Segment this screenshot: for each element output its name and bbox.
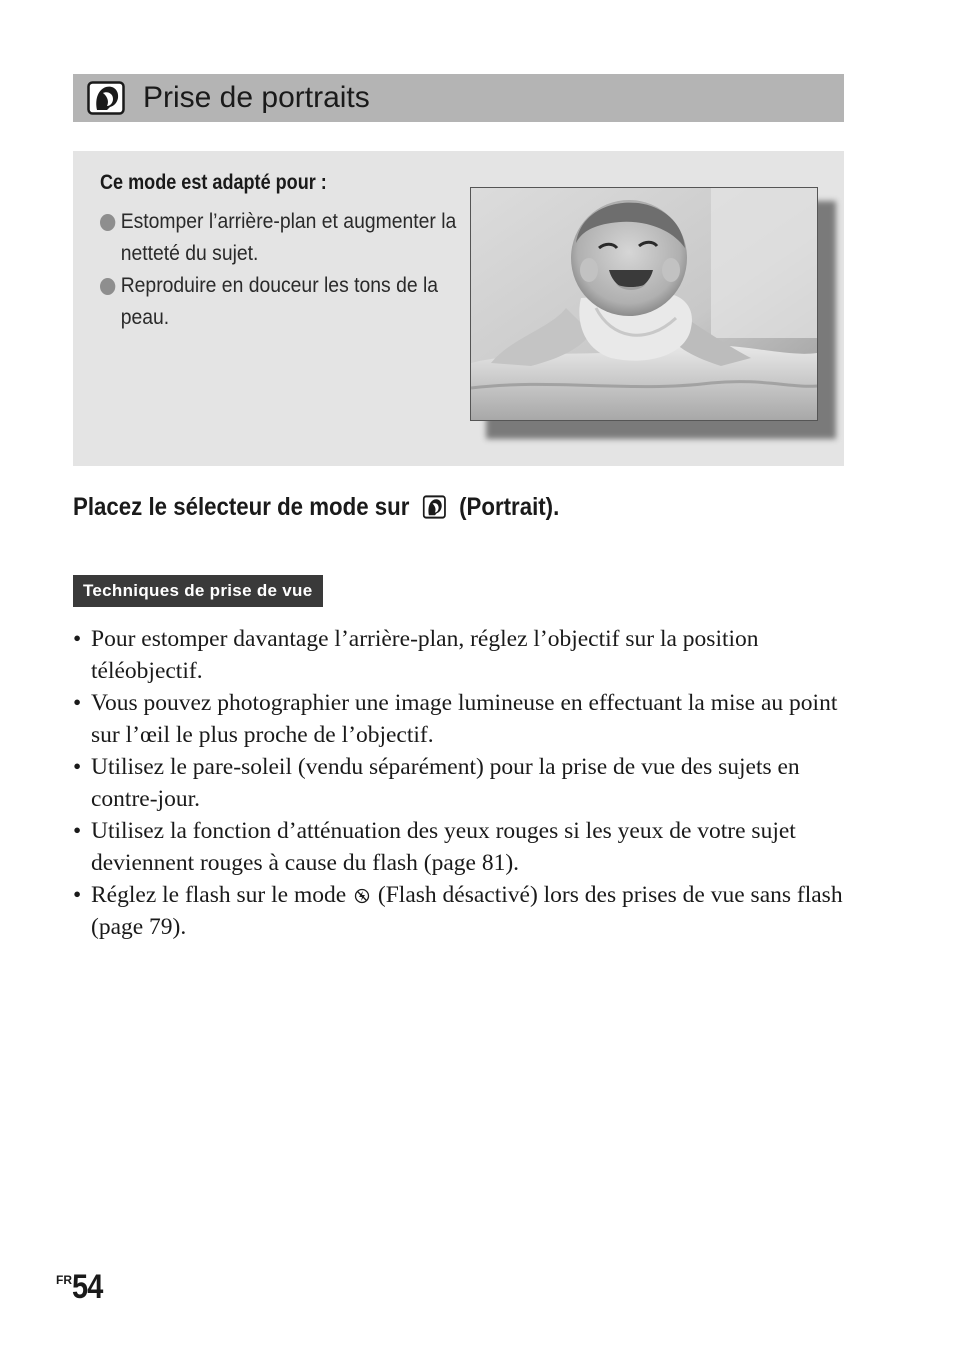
bullet-icon: • bbox=[73, 754, 82, 780]
instruction-line bbox=[73, 490, 559, 524]
page-number-value: 54 bbox=[72, 1268, 103, 1306]
info-list bbox=[100, 205, 500, 333]
tip-text-end: (Flash désactivé) lors des prises de vue sans flash (page 79). bbox=[91, 882, 843, 940]
instruction-text-end: (Portrait). bbox=[459, 493, 560, 521]
tip-item bbox=[73, 751, 853, 815]
smiling-baby-photo bbox=[470, 187, 818, 421]
info-heading: Ce mode est adapté pour : bbox=[100, 171, 327, 194]
tip-item bbox=[73, 815, 853, 879]
page-number bbox=[56, 1268, 108, 1307]
bullet-icon: • bbox=[73, 690, 82, 716]
tip-item bbox=[73, 623, 853, 687]
info-item bbox=[100, 205, 472, 269]
bullet-dot-icon bbox=[100, 278, 115, 295]
tip-text: Vous pouvez photographier une image lumineuse en effectuant la mise au point sur l’œil le plus proche de l’objectif. bbox=[91, 690, 838, 748]
info-item-text: Estomper l’arrière-plan et augmenter la netteté du sujet. bbox=[120, 209, 457, 265]
portrait-mode-icon bbox=[87, 81, 125, 115]
section-title: Prise de portraits bbox=[143, 81, 370, 114]
flash-off-icon bbox=[354, 888, 370, 904]
tip-text: Réglez le flash sur le mode bbox=[91, 882, 347, 908]
tip-item bbox=[73, 879, 853, 943]
instruction-text: Placez le sélecteur de mode sur bbox=[73, 493, 410, 521]
info-box bbox=[73, 151, 844, 466]
section-title-bar bbox=[73, 74, 844, 122]
photo-frame bbox=[470, 187, 836, 439]
tips-list bbox=[73, 623, 853, 943]
tip-text: Utilisez la fonction d’atténuation des yeux rouges si les yeux de votre sujet deviennent rouges à cause du flash (page 81). bbox=[91, 818, 796, 876]
info-item-text: Reproduire en douceur les tons de la peau. bbox=[120, 273, 439, 329]
bullet-icon: • bbox=[73, 626, 82, 652]
bullet-icon: • bbox=[73, 818, 82, 844]
tip-text: Pour estomper davantage l’arrière-plan, réglez l’objectif sur la position téléobjectif. bbox=[91, 626, 759, 684]
page-prefix: FR bbox=[56, 1273, 72, 1287]
bullet-icon: • bbox=[73, 882, 82, 908]
bullet-dot-icon bbox=[100, 214, 115, 231]
portrait-mode-icon bbox=[423, 495, 446, 519]
tip-item bbox=[73, 687, 853, 751]
tip-text: Utilisez le pare-soleil (vendu séparément) pour la prise de vue des sujets en contre-jour. bbox=[91, 754, 800, 812]
techniques-label: Techniques de prise de vue bbox=[73, 575, 323, 607]
info-item bbox=[100, 269, 472, 333]
